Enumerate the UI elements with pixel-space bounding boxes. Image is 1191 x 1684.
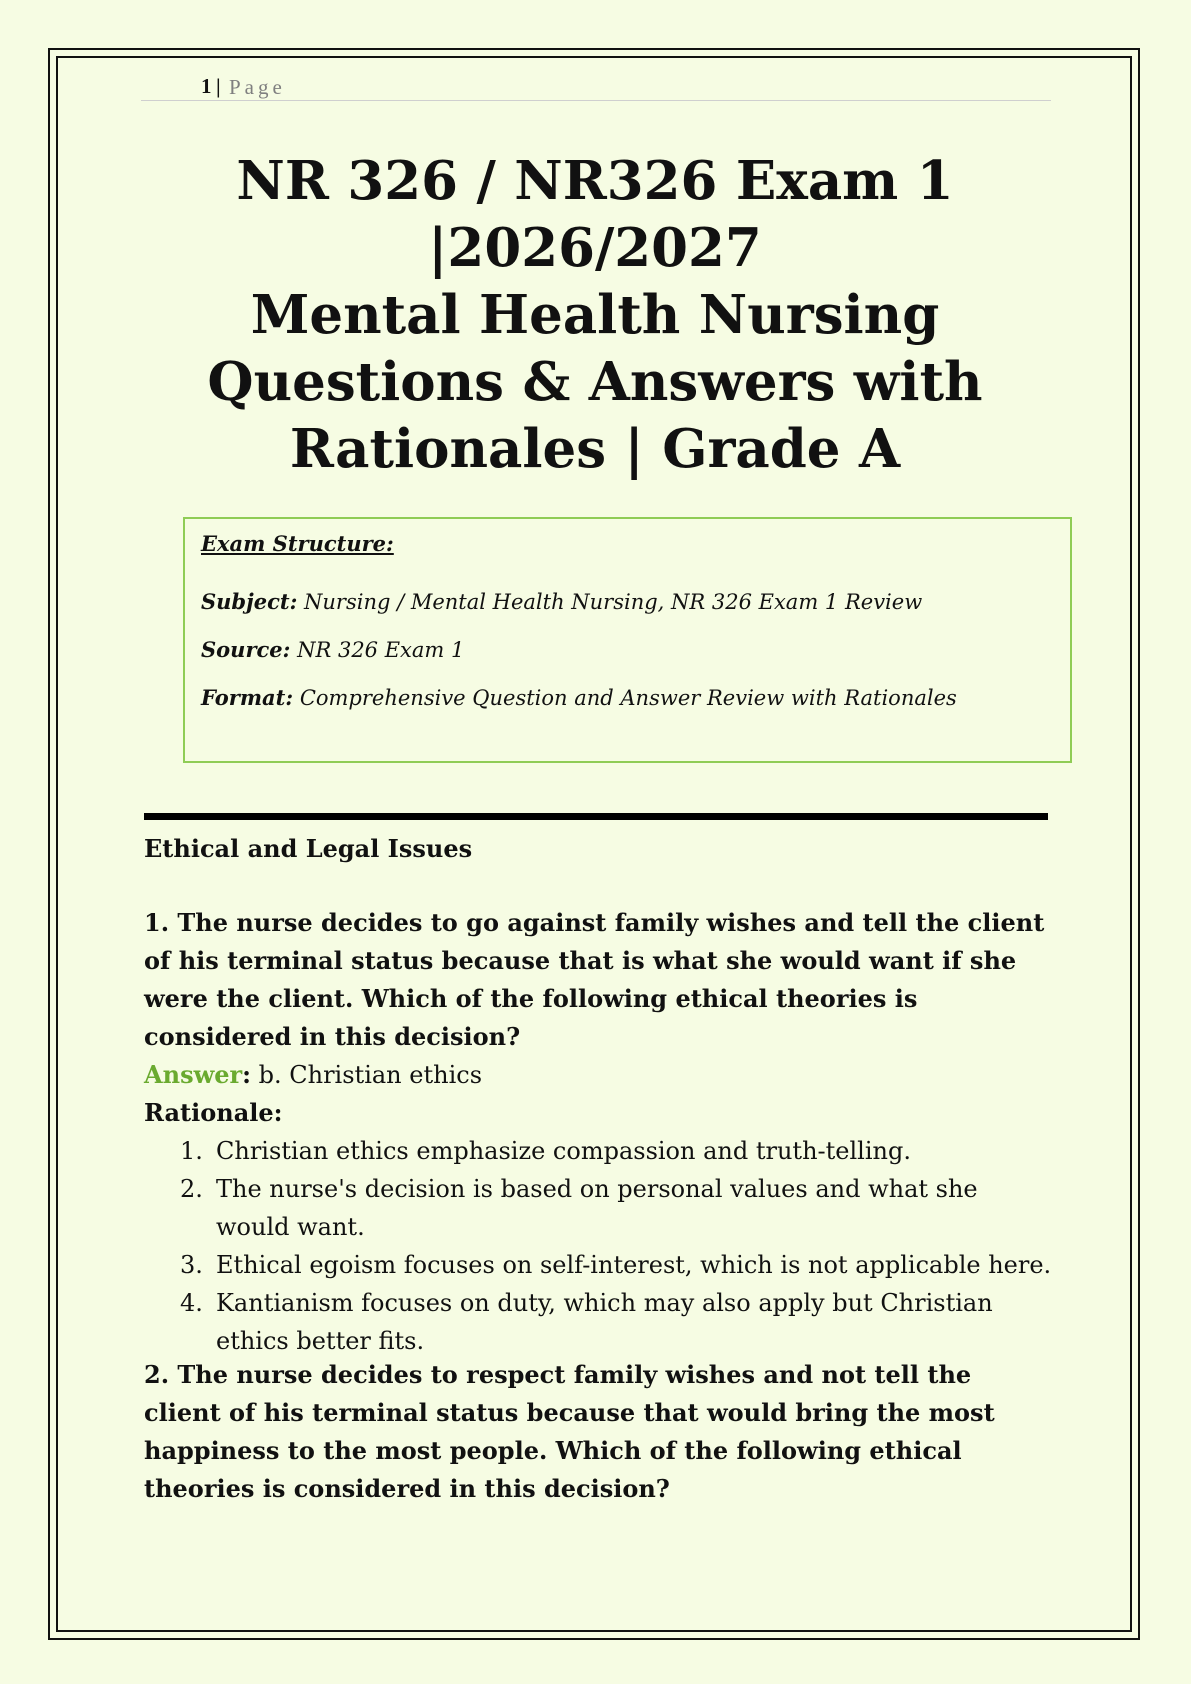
- page-header: [141, 72, 1051, 101]
- source-line: [201, 637, 464, 662]
- subject-label: Subject:: [201, 589, 298, 614]
- format-line: [201, 685, 957, 710]
- document-title: [120, 148, 1070, 483]
- rationale-list: [144, 1132, 1054, 1360]
- title-line-2: Mental Health Nursing: [250, 284, 940, 346]
- rationale-text: Kantianism focuses on duty, which may also apply but Christian ethics better fits.: [216, 1289, 993, 1355]
- page-separator: |: [216, 74, 221, 98]
- rationale-text: Ethical egoism focuses on self-interest, which is not applicable here.: [216, 1251, 1052, 1279]
- section-title: Ethical and Legal Issues: [144, 834, 473, 863]
- page-label: Page: [229, 75, 286, 99]
- rationale-item: [144, 1132, 1054, 1170]
- exam-structure-heading: Exam Structure:: [201, 531, 394, 556]
- title-line-4: Rationales | Grade A: [289, 418, 901, 480]
- subject-value: Nursing / Mental Health Nursing, NR 326 Exam 1 Review: [304, 590, 923, 614]
- answer-value: b. Christian ethics: [251, 1061, 483, 1089]
- rationale-text: The nurse's decision is based on personal values and what she would want.: [216, 1175, 978, 1241]
- rationale-number: 2.: [180, 1175, 203, 1203]
- rationale-number: 3.: [180, 1251, 203, 1279]
- title-line-3: Questions & Answers with: [207, 351, 983, 413]
- rationale-item: [144, 1170, 1054, 1246]
- rationale-text: Christian ethics emphasize compassion and truth-telling.: [216, 1137, 911, 1165]
- rationale-label: Rationale:: [144, 1098, 283, 1127]
- format-label: Format:: [201, 685, 294, 710]
- question-2: 2. The nurse decides to respect family wishes and not tell the client of his terminal status because that would bring the most happiness to the most people. Which of the following ethical theories is considered in this decision?: [144, 1360, 995, 1503]
- subject-line: [201, 589, 922, 614]
- rationale-item: [144, 1246, 1054, 1284]
- format-value: Comprehensive Question and Answer Review with Rationales: [299, 686, 957, 710]
- answer-colon: :: [242, 1060, 252, 1089]
- rationale-number: 4.: [180, 1289, 203, 1317]
- section-divider: [144, 813, 1048, 820]
- answer-line-1: [144, 1056, 482, 1094]
- title-line-1: NR 326 / NR326 Exam 1 |2026/2027: [236, 150, 954, 279]
- source-label: Source:: [201, 637, 291, 662]
- exam-structure-box: [183, 517, 1072, 763]
- rationale-item: [144, 1284, 1054, 1360]
- question-1: 1. The nurse decides to go against family wishes and tell the client of his terminal status because that is what she would want if she were the client. Which of the following ethical theories is considered in this decision?: [144, 908, 1045, 1051]
- rationale-number: 1.: [180, 1137, 203, 1165]
- source-value: NR 326 Exam 1: [297, 638, 465, 662]
- answer-label: Answer: [144, 1060, 243, 1089]
- page-number: 1: [201, 74, 212, 98]
